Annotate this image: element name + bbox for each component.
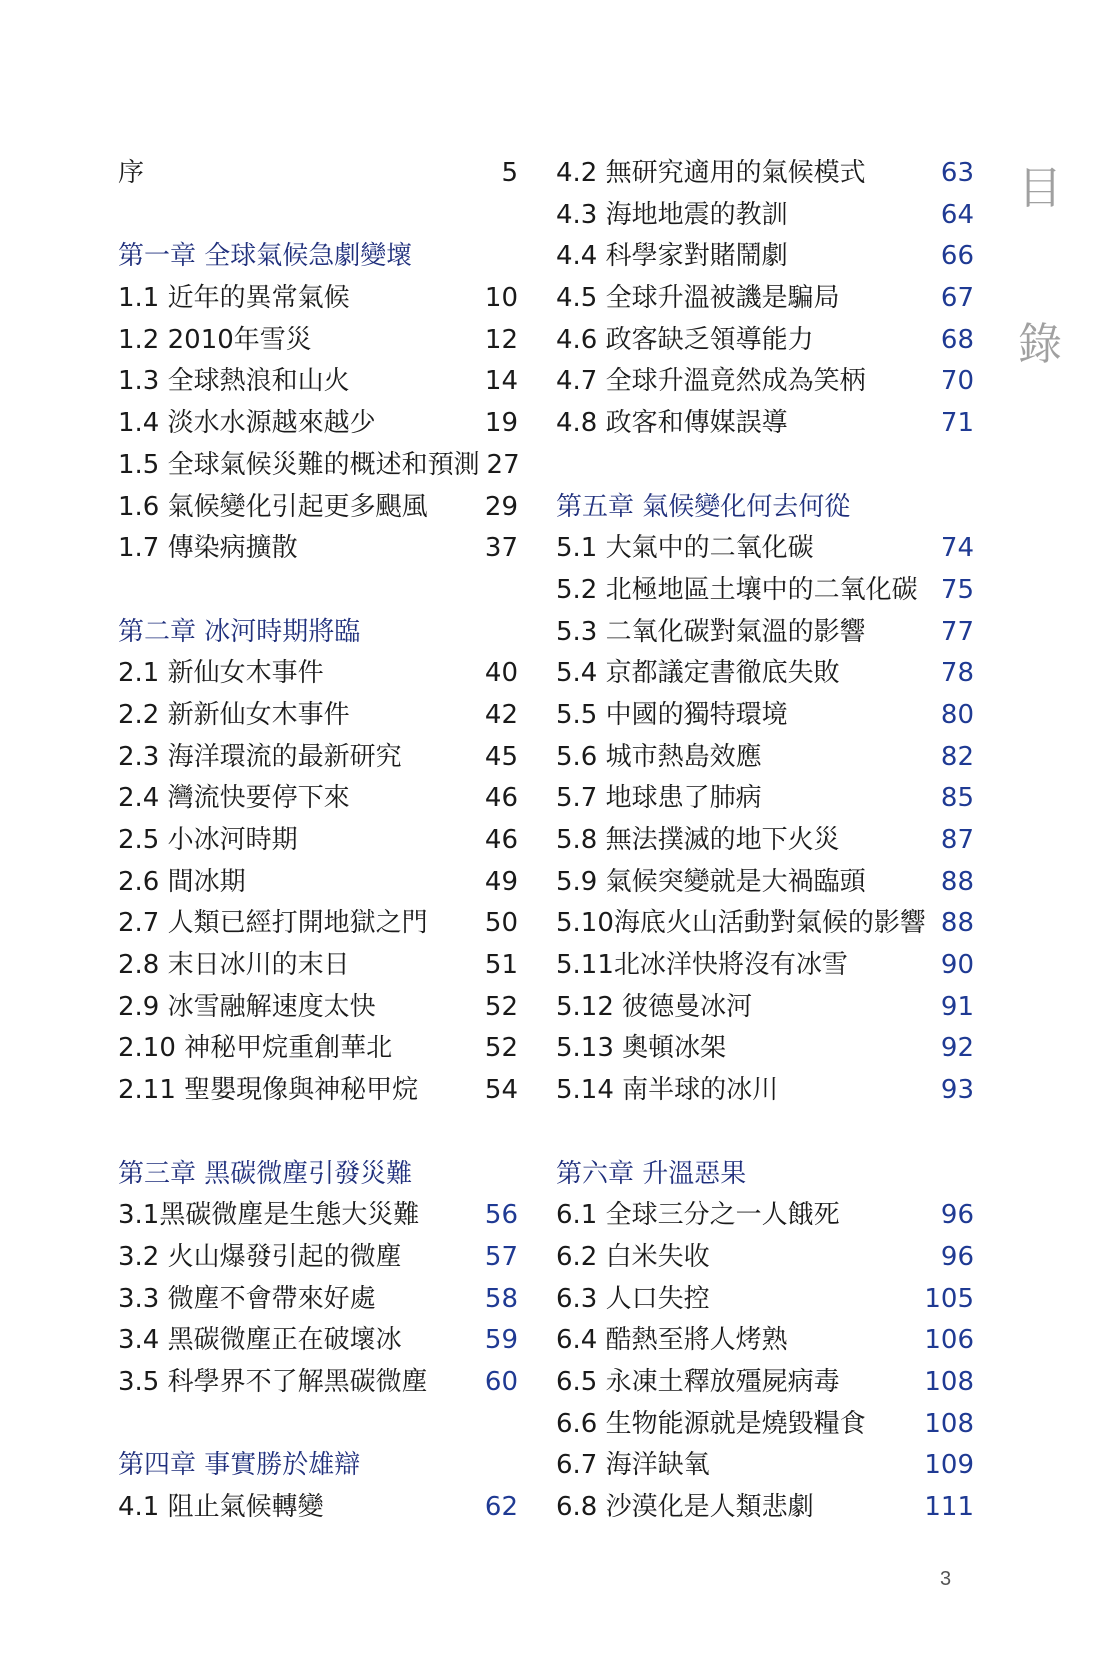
chapter-heading[interactable] xyxy=(556,487,974,529)
toc-entry-page: 90 xyxy=(940,950,974,981)
toc-entry-title: 2.8 末日冰川的末日 xyxy=(118,950,350,981)
toc-entry[interactable] xyxy=(118,778,518,820)
toc-entry-page: 29 xyxy=(484,491,518,522)
toc-left-column xyxy=(118,153,518,1529)
toc-entry[interactable] xyxy=(556,153,974,195)
toc-entry-title: 4.4 科學家對賭鬧劇 xyxy=(556,241,788,272)
toc-entry-page: 57 xyxy=(484,1241,518,1272)
toc-entry-page: 42 xyxy=(484,699,518,730)
toc-entry-page: 64 xyxy=(940,199,974,230)
toc-entry-page: 10 xyxy=(484,283,518,314)
toc-title-char-2: 錄 xyxy=(1018,319,1062,370)
toc-entry-title: 4.5 全球升溫被譏是騙局 xyxy=(556,283,840,314)
toc-entry-page: 62 xyxy=(484,1492,518,1522)
chapter-title: 第三章 黑碳微塵引發災難 xyxy=(118,1158,413,1189)
toc-entry[interactable] xyxy=(118,987,518,1029)
section-gap xyxy=(556,445,974,487)
toc-entry[interactable] xyxy=(118,320,518,362)
toc-entry-page: 14 xyxy=(484,366,518,397)
toc-entry-title: 1.4 淡水水源越來越少 xyxy=(118,408,376,439)
toc-entry-page: 109 xyxy=(924,1450,974,1481)
toc-entry-page: 91 xyxy=(940,991,974,1022)
toc-entry[interactable] xyxy=(118,695,518,737)
toc-entry-page: 93 xyxy=(940,1075,974,1106)
toc-entry[interactable] xyxy=(556,778,974,820)
toc-entry-page: 77 xyxy=(940,616,974,647)
toc-entry-page: 19 xyxy=(484,408,518,439)
toc-entry-page: 51 xyxy=(484,950,518,981)
toc-entry-title: 3.5 科學界不了解黑碳微塵 xyxy=(118,1366,428,1397)
toc-entry-page: 92 xyxy=(940,1033,974,1064)
toc-entry-title: 3.2 火山爆發引起的微塵 xyxy=(118,1241,402,1272)
toc-entry[interactable] xyxy=(118,487,518,529)
toc-entry-page: 52 xyxy=(484,991,518,1022)
toc-entry-title: 2.10 神秘甲烷重創華北 xyxy=(118,1033,393,1064)
toc-entry[interactable] xyxy=(118,820,518,862)
toc-entry[interactable] xyxy=(556,1404,974,1446)
chapter-title: 第五章 氣候變化何去何從 xyxy=(556,491,851,522)
toc-entry-page: 88 xyxy=(940,908,974,939)
toc-title-char-1: 目 xyxy=(1018,163,1062,214)
toc-entry-page: 45 xyxy=(484,741,518,772)
toc-entry[interactable] xyxy=(118,1487,518,1529)
toc-entry-title: 2.4 灣流快要停下來 xyxy=(118,783,350,814)
toc-entry-page: 66 xyxy=(940,241,974,272)
toc-entry-title: 2.5 小冰河時期 xyxy=(118,825,298,855)
toc-entry-title: 5.11北冰洋快將沒有冰雪 xyxy=(556,950,848,981)
toc-entry-title: 6.6 生物能源就是燒毀糧食 xyxy=(556,1408,866,1439)
toc-entry[interactable] xyxy=(556,987,974,1029)
toc-entry-title: 1.5 全球氣候災難的概述和預測 xyxy=(118,449,480,480)
toc-entry-page: 63 xyxy=(940,158,974,188)
toc-entry[interactable] xyxy=(118,653,518,695)
chapter-title: 第四章 事實勝於雄辯 xyxy=(118,1450,361,1481)
toc-entry[interactable] xyxy=(118,403,518,445)
toc-entry-page: 27 xyxy=(486,449,520,480)
section-gap xyxy=(556,1112,974,1154)
toc-entry[interactable] xyxy=(118,1195,518,1237)
toc-entry-page: 105 xyxy=(924,1283,974,1314)
chapter-heading[interactable] xyxy=(118,1445,518,1487)
toc-entry[interactable] xyxy=(118,1028,518,1070)
toc-entry-page: 46 xyxy=(484,783,518,814)
toc-entry-page: 52 xyxy=(484,1033,518,1064)
chapter-heading[interactable] xyxy=(556,1154,974,1196)
toc-entry-title: 6.1 全球三分之一人餓死 xyxy=(556,1200,840,1231)
toc-entry-page: 68 xyxy=(940,324,974,355)
chapter-heading[interactable] xyxy=(118,236,518,278)
toc-entry-title: 4.8 政客和傳媒誤導 xyxy=(556,408,788,439)
toc-entry-title: 6.8 沙漠化是人類悲劇 xyxy=(556,1492,814,1522)
chapter-title: 第六章 升溫惡果 xyxy=(556,1158,747,1189)
toc-entry[interactable] xyxy=(556,1320,974,1362)
toc-entry[interactable] xyxy=(556,653,974,695)
toc-entry-title: 3.3 微塵不會帶來好處 xyxy=(118,1283,376,1314)
toc-entry[interactable] xyxy=(118,1070,518,1112)
toc-entry-title: 1.7 傳染病擴散 xyxy=(118,533,298,564)
toc-entry[interactable] xyxy=(556,570,974,612)
toc-entry-title: 1.6 氣候變化引起更多颶風 xyxy=(118,491,428,522)
toc-entry-title: 2.7 人類已經打開地獄之門 xyxy=(118,908,428,939)
toc-entry-title: 2.1 新仙女木事件 xyxy=(118,658,324,689)
toc-entry-title: 1.3 全球熱浪和山火 xyxy=(118,366,350,397)
toc-entry-title: 2.11 聖嬰現像與神秘甲烷 xyxy=(118,1075,419,1106)
toc-entry-page: 5 xyxy=(501,158,518,188)
toc-entry-page: 67 xyxy=(940,283,974,314)
toc-entry-title: 1.2 2010年雪災 xyxy=(118,324,312,355)
chapter-heading[interactable] xyxy=(118,1154,518,1196)
toc-entry-page: 108 xyxy=(924,1366,974,1397)
toc-entry-title: 6.4 酷熱至將人烤熟 xyxy=(556,1325,788,1356)
toc-entry-title: 2.6 間冰期 xyxy=(118,866,246,897)
toc-entry-title: 5.2 北極地區土壤中的二氧化碳 xyxy=(556,574,918,605)
toc-entry[interactable] xyxy=(118,1279,518,1321)
toc-entry-title: 5.8 無法撲滅的地下火災 xyxy=(556,825,840,855)
toc-entry[interactable] xyxy=(556,403,974,445)
toc-entry[interactable] xyxy=(118,903,518,945)
toc-entry-page: 12 xyxy=(484,324,518,355)
toc-entry-page: 70 xyxy=(940,366,974,397)
toc-entry-title: 5.6 城市熱島效應 xyxy=(556,741,762,772)
section-gap xyxy=(118,1112,518,1154)
toc-entry-page: 85 xyxy=(940,783,974,814)
toc-entry-page: 60 xyxy=(484,1366,518,1397)
toc-entry-page: 58 xyxy=(484,1283,518,1314)
toc-entry[interactable] xyxy=(556,236,974,278)
toc-entry[interactable] xyxy=(118,445,518,487)
toc-entry-page: 56 xyxy=(484,1200,518,1231)
toc-entry[interactable] xyxy=(118,278,518,320)
toc-entry-title: 2.2 新新仙女木事件 xyxy=(118,699,350,730)
toc-entry[interactable] xyxy=(556,1028,974,1070)
toc-entry-page: 96 xyxy=(940,1241,974,1272)
toc-entry[interactable] xyxy=(556,528,974,570)
toc-entry[interactable] xyxy=(556,737,974,779)
toc-entry-title: 6.3 人口失控 xyxy=(556,1283,710,1314)
toc-entry-page: 49 xyxy=(484,866,518,897)
toc-entry-page: 108 xyxy=(924,1408,974,1439)
toc-entry-page: 75 xyxy=(940,574,974,605)
toc-entry[interactable] xyxy=(556,1237,974,1279)
toc-entry-title: 5.10海底火山活動對氣候的影響 xyxy=(556,908,926,939)
toc-entry-title: 5.13 奧頓冰架 xyxy=(556,1033,727,1064)
toc-entry-page: 82 xyxy=(940,741,974,772)
chapter-title: 第一章 全球氣候急劇變壞 xyxy=(118,241,413,272)
toc-entry[interactable] xyxy=(556,1070,974,1112)
toc-entry-page: 88 xyxy=(940,866,974,897)
toc-entry-title: 5.12 彼德曼冰河 xyxy=(556,991,753,1022)
toc-entry-page: 96 xyxy=(940,1200,974,1231)
toc-entry[interactable] xyxy=(556,945,974,987)
toc-entry-title: 5.14 南半球的冰川 xyxy=(556,1075,779,1106)
toc-entry-title: 1.1 近年的異常氣候 xyxy=(118,283,350,314)
toc-entry-page: 78 xyxy=(940,658,974,689)
toc-entry-page: 59 xyxy=(484,1325,518,1356)
toc-entry-page: 71 xyxy=(940,408,974,439)
toc-entry[interactable] xyxy=(556,695,974,737)
toc-entry-page: 74 xyxy=(940,533,974,564)
toc-entry-title: 4.7 全球升溫竟然成為笑柄 xyxy=(556,366,866,397)
toc-entry[interactable] xyxy=(118,528,518,570)
section-gap xyxy=(118,570,518,612)
toc-entry-title: 6.5 永凍土釋放殭屍病毒 xyxy=(556,1366,840,1397)
section-gap xyxy=(118,195,518,237)
toc-entry-page: 80 xyxy=(940,699,974,730)
toc-entry[interactable] xyxy=(118,153,518,195)
toc-entry-title: 5.1 大氣中的二氧化碳 xyxy=(556,533,814,564)
toc-entry[interactable] xyxy=(556,195,974,237)
toc-entry-title: 4.1 阻止氣候轉變 xyxy=(118,1492,324,1522)
chapter-heading[interactable] xyxy=(118,612,518,654)
toc-entry[interactable] xyxy=(556,320,974,362)
toc-entry[interactable] xyxy=(556,1362,974,1404)
toc-entry[interactable] xyxy=(556,820,974,862)
toc-entry-title: 4.2 無研究適用的氣候模式 xyxy=(556,158,866,188)
toc-entry[interactable] xyxy=(556,1445,974,1487)
toc-entry[interactable] xyxy=(556,612,974,654)
toc-entry-page: 46 xyxy=(484,825,518,855)
toc-entry-title: 3.4 黑碳微塵正在破壞冰 xyxy=(118,1325,402,1356)
toc-entry-page: 37 xyxy=(484,533,518,564)
toc-entry[interactable] xyxy=(556,361,974,403)
toc-entry-page: 50 xyxy=(484,908,518,939)
toc-entry-page: 111 xyxy=(924,1492,974,1522)
toc-entry[interactable] xyxy=(556,862,974,904)
toc-entry-page: 54 xyxy=(484,1075,518,1106)
page-number: 3 xyxy=(940,1568,952,1590)
section-gap xyxy=(118,1404,518,1446)
toc-entry-title: 序 xyxy=(118,158,145,188)
toc-entry-title: 5.7 地球患了肺病 xyxy=(556,783,762,814)
toc-entry-page: 106 xyxy=(924,1325,974,1356)
toc-entry-title: 5.9 氣候突變就是大禍臨頭 xyxy=(556,866,866,897)
toc-entry-title: 3.1黑碳微塵是生態大災難 xyxy=(118,1200,420,1231)
toc-entry[interactable] xyxy=(118,361,518,403)
toc-entry-title: 5.4 京都議定書徹底失敗 xyxy=(556,658,840,689)
toc-entry-title: 4.3 海地地震的教訓 xyxy=(556,199,788,230)
toc-entry-title: 5.5 中國的獨特環境 xyxy=(556,699,788,730)
toc-entry-title: 6.7 海洋缺氧 xyxy=(556,1450,710,1481)
toc-entry[interactable] xyxy=(118,862,518,904)
toc-entry[interactable] xyxy=(118,1362,518,1404)
toc-entry-page: 87 xyxy=(940,825,974,855)
toc-entry[interactable] xyxy=(118,945,518,987)
toc-entry-title: 6.2 白米失收 xyxy=(556,1241,710,1272)
toc-entry[interactable] xyxy=(556,1195,974,1237)
toc-entry-title: 2.3 海洋環流的最新研究 xyxy=(118,741,402,772)
toc-right-column xyxy=(556,153,974,1529)
toc-entry[interactable] xyxy=(118,1320,518,1362)
toc-entry[interactable] xyxy=(556,903,974,945)
toc-entry-title: 5.3 二氧化碳對氣溫的影響 xyxy=(556,616,866,647)
toc-entry[interactable] xyxy=(556,1487,974,1529)
toc-entry-title: 2.9 冰雪融解速度太快 xyxy=(118,991,376,1022)
toc-entry[interactable] xyxy=(556,1279,974,1321)
toc-entry[interactable] xyxy=(118,737,518,779)
chapter-title: 第二章 冰河時期將臨 xyxy=(118,616,361,647)
toc-entry-page: 40 xyxy=(484,658,518,689)
toc-entry[interactable] xyxy=(118,1237,518,1279)
toc-entry[interactable] xyxy=(556,278,974,320)
toc-entry-title: 4.6 政客缺乏領導能力 xyxy=(556,324,814,355)
